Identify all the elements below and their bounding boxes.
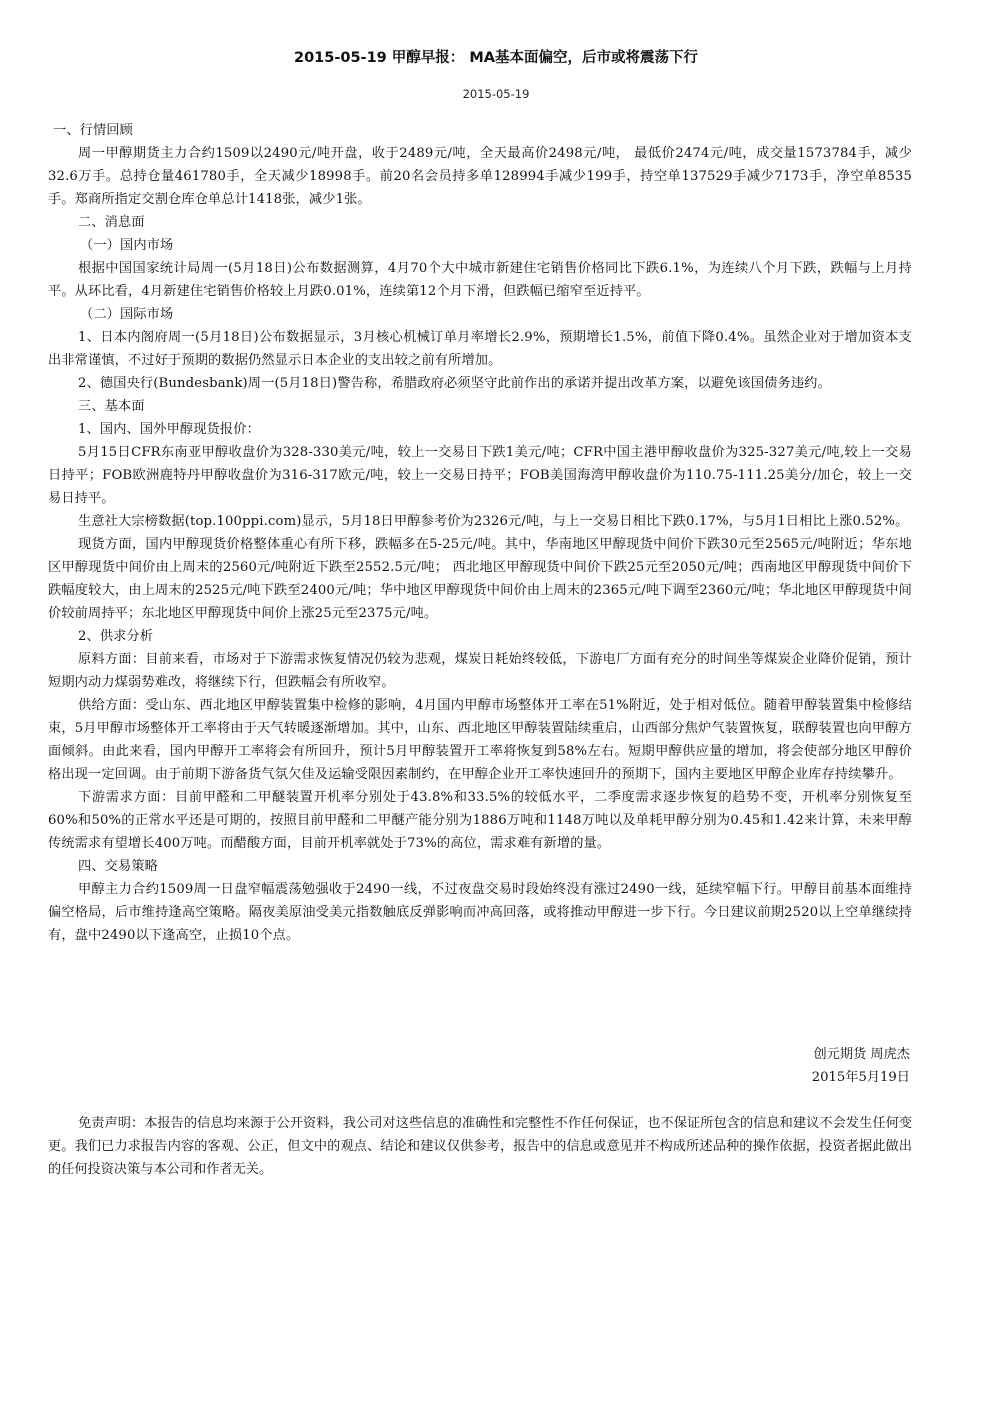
section-heading-strategy: 四、交易策略 [78,859,159,874]
paragraph-german-central-bank: 2、德国央行(Bundesbank)周一(5月18日)警告称，希腊政府必须坚守此前作出的承诺并提出改革方案，以避免该国债务违约。 [78,376,831,391]
subheading-spot-quotes: 1、国内、国外甲醇现货报价： [78,422,260,437]
report-date: 2015-05-19 [462,87,530,101]
subheading-supply-demand: 2、供求分析 [78,629,154,644]
paragraph-supply: 供给方面：受山东、西北地区甲醇装置集中检修的影响，4月国内甲醇市场整体开工率在51%附近，处于相对低位。随着甲醇装置集中检修结束，5月甲醇市场整体开工率将由于天气转暖逐渐增加。其中，山东、西北地区甲醇装置陆续重启，山西部分焦炉气装置恢复，联醇装置也向甲醇方面倾斜。由此来看，国内甲醇开工率将会有所回升，预计5月甲醇装置开工率将恢复到58%左右。短期甲醇供应量的增加，将会使部分地区甲醇价格出现一定回调。由于前期下游备货气氛欠佳及运输受限因素制约，在甲醇企业开工率快速回升的预期下，国内主要地区甲醇企业库存持续攀升。 [48,698,912,782]
paragraph-strategy: 甲醇主力合约1509周一日盘窄幅震荡勉强收于2490一线，不过夜盘交易时段始终没有涨过2490一线，延续窄幅下行。甲醇目前基本面维持偏空格局，后市维持逢高空策略。隔夜美原油受美元指数触底反弹影响而冲高回落，或将推动甲醇进一步下行。今日建议前期2520以上空单继续持有，盘中2490以下逢高空，止损10个点。 [48,882,912,943]
signature-author: 创元期货 周虎杰 [813,1047,910,1062]
section-heading-fundamentals: 三、基本面 [78,399,145,414]
signature-date: 2015年5月19日 [811,1070,910,1085]
section-heading-news: 二、消息面 [78,215,145,230]
paragraph-japan-orders: 1、日本内阁府周一(5月18日)公布数据显示，3月核心机械订单月率增长2.9%，预期增长1.5%，前值下降0.4%。虽然企业对于增加资本支出非常谨慎，不过好于预期的数据仍然显示日本企业的支出较之前有所增加。 [48,330,912,368]
paragraph-domestic-spot: 现货方面，国内甲醇现货价格整体重心有所下移，跌幅多在5-25元/吨。其中，华南地区甲醇现货中间价下跌30元至2565元/吨附近；华东地区甲醇现货中间价由上周末的2560元/吨附近下跌至2552.5元/吨； 西北地区甲醇现货中间价下跌25元至2050元/吨；西南地区甲醇现货中间价下跌幅度较大，由上周末的2525元/吨下跌至2400元/吨；华中地区甲醇现货中间价由上周末的2365元/吨下调至2360元/吨；华北地区甲醇现货中间价较前周持平；东北地区甲醇现货中间价上涨25元至2375元/吨。 [48,537,912,621]
subheading-domestic-market: （一）国内市场 [80,238,174,253]
paragraph-international-spot: 5月15日CFR东南亚甲醇收盘价为328-330美元/吨，较上一交易日下跌1美元/吨；CFR中国主港甲醇收盘价为325-327美元/吨,较上一交易日持平；FOB欧洲鹿特丹甲醇收盘价为316-317欧元/吨，较上一交易日持平；FOB美国海湾甲醇收盘价为110.75-111.25美分/加仑，较上一交易日持平。 [48,445,912,506]
disclaimer: 免责声明：本报告的信息均来源于公开资料，我公司对这些信息的准确性和完整性不作任何保证，也不保证所包含的信息和建议不会发生任何变更。我们已力求报告内容的客观、公正，但文中的观点、结论和建议仅供参考，报告中的信息或意见并不构成所述品种的操作依据，投资者据此做出的任何投资决策与本公司和作者无关。 [48,1116,912,1177]
report-body [48,119,912,947]
paragraph-raw-materials: 原料方面：目前来看，市场对于下游需求恢复情况仍较为悲观，煤炭日耗始终较低，下游电厂方面有充分的时间坐等煤炭企业降价促销，预计短期内动力煤弱势难改，将继续下行，但跌幅会有所收窄。 [48,652,912,690]
paragraph-domestic-market: 根据中国国家统计局周一(5月18日)公布数据测算，4月70个大中城市新建住宅销售价格同比下跌6.1%，为连续八个月下跌，跌幅与上月持平。从环比看，4月新建住宅销售价格较上月跌0.01%，连续第12个月下滑，但跌幅已缩窄至近持平。 [48,261,912,299]
section-heading-market-review: 一、行情回顾 [53,123,134,138]
paragraph-market-review: 周一甲醇期货主力合约1509以2490元/吨开盘，收于2489元/吨，全天最高价2498元/吨， 最低价2474元/吨，成交量1573784手，减少32.6万手。总持仓量461780手，全天减少18998手。前20名会员持多单128994手减少199手，持空单137529手减少7173手，净空单8535手。郑商所指定交割仓库仓单总计1418张，减少1张。 [48,146,912,207]
signature-block [812,1043,910,1089]
report-title: 2015-05-19 甲醇早报： MA基本面偏空，后市或将震荡下行 [294,50,698,66]
paragraph-reference-price: 生意社大宗榜数据(top.100ppi.com)显示，5月18日甲醇参考价为2326元/吨，与上一交易日相比下跌0.17%，与5月1日相比上涨0.52%。 [78,514,909,529]
subheading-international-market: （二）国际市场 [80,307,174,322]
paragraph-downstream-demand: 下游需求方面：目前甲醛和二甲醚装置开机率分别处于43.8%和33.5%的较低水平，二季度需求逐步恢复的趋势不变，开机率分别恢复至60%和50%的正常水平还是可期的，按照目前甲醛和二甲醚产能分别为1886万吨和1148万吨以及单耗甲醇分别为0.45和1.42来计算，未来甲醇传统需求有望增长400万吨。而醋酸方面，目前开机率就处于73%的高位，需求难有新增的量。 [48,790,912,851]
